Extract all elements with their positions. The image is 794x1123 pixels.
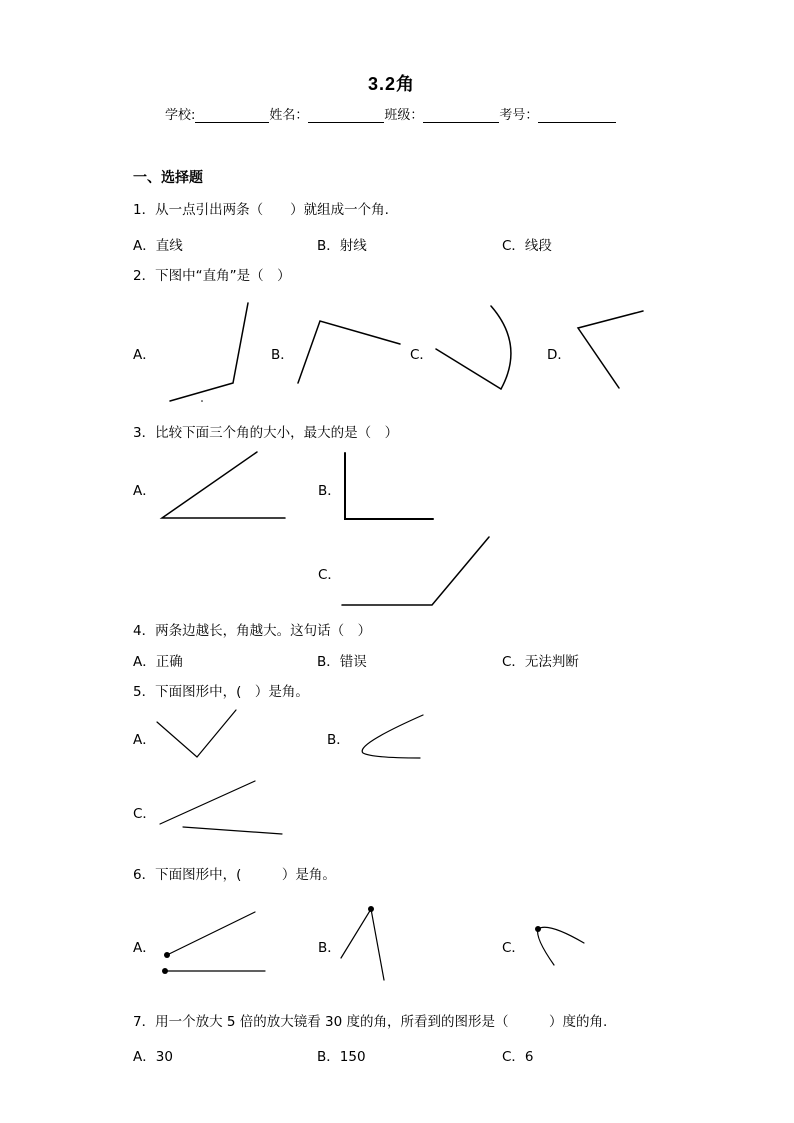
q1-option-b[interactable]: B．射线: [317, 238, 367, 254]
q2-option-c[interactable]: C．: [410, 347, 433, 363]
q4-option-a[interactable]: A．正确: [133, 654, 183, 670]
q3-option-a[interactable]: A．: [133, 483, 156, 499]
question-3-stem: 3．比较下面三个角的大小，最大的是（ ）: [133, 425, 399, 441]
q5-option-a[interactable]: A．: [133, 732, 156, 748]
q2-option-d[interactable]: D．: [547, 347, 571, 363]
exam-no-label: 考号：: [499, 108, 539, 123]
q2-option-b[interactable]: B．: [271, 347, 294, 363]
q6-option-c[interactable]: C．: [502, 940, 525, 956]
q5-option-b[interactable]: B．: [327, 732, 350, 748]
q3-option-c[interactable]: C．: [318, 567, 341, 583]
q7-option-a[interactable]: A．30: [133, 1049, 173, 1065]
name-label: 姓名：: [269, 108, 309, 123]
q7-option-b[interactable]: B．150: [317, 1049, 366, 1065]
question-2-stem: 2．下图中“直角”是（ ）: [133, 268, 291, 284]
q7-option-c[interactable]: C．6: [502, 1049, 534, 1065]
question-1-stem: 1．从一点引出两条（ ）就组成一个角.: [133, 202, 389, 218]
school-label: 学校:: [165, 108, 196, 123]
q6-option-b[interactable]: B．: [318, 940, 341, 956]
q2-option-a[interactable]: A．: [133, 347, 156, 363]
q5-option-c[interactable]: C．: [133, 806, 156, 822]
question-7-stem: 7．用一个放大 5 倍的放大镜看 30 度的角，所看到的图形是（ ）度的角.: [133, 1014, 608, 1030]
q4-option-b[interactable]: B．错误: [317, 654, 367, 670]
page-title: 3.2角: [368, 74, 416, 94]
question-5-stem: 5．下面图形中，( ）是角。: [133, 684, 309, 700]
question-6-stem: 6．下面图形中，( ）是角。: [133, 867, 336, 883]
class-label: 班级：: [384, 108, 424, 123]
q3-option-b[interactable]: B．: [318, 483, 341, 499]
q4-option-c[interactable]: C．无法判断: [502, 654, 579, 670]
q1-option-a[interactable]: A．直线: [133, 238, 183, 254]
q6-option-a[interactable]: A．: [133, 940, 156, 956]
q1-option-c[interactable]: C．线段: [502, 238, 552, 254]
question-4-stem: 4．两条边越长，角越大。这句话（ ）: [133, 623, 372, 639]
section-title: 一、选择题: [133, 170, 203, 186]
